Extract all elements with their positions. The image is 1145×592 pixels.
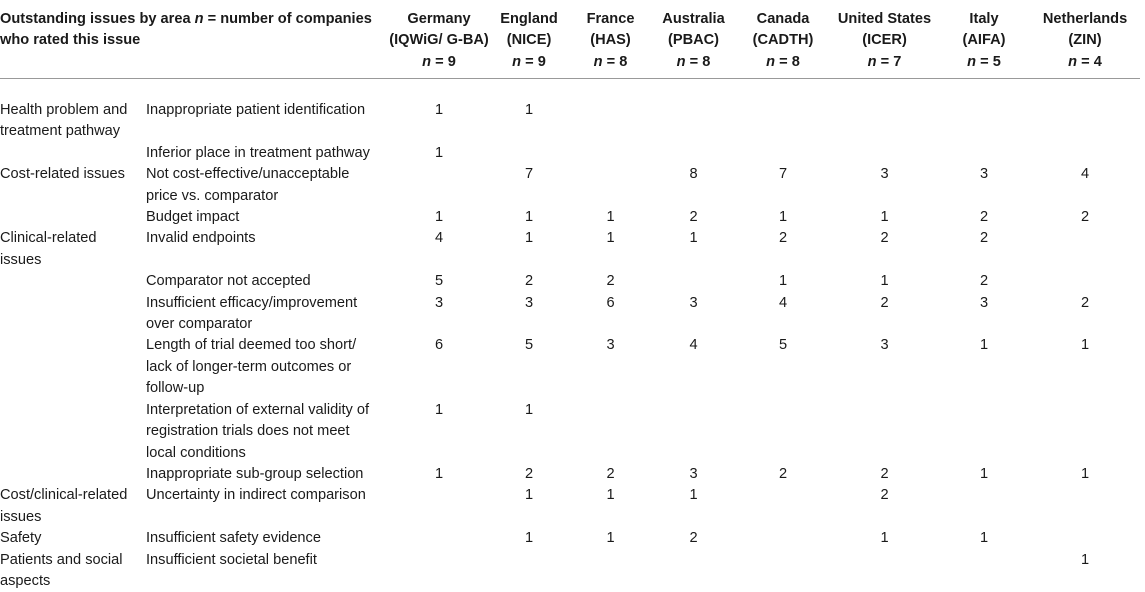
count-cell: 3: [938, 164, 1030, 207]
issue-cell: Insufficient societal benefit: [146, 550, 389, 592]
count-cell: 1: [389, 400, 489, 464]
area-cell: Cost/clinical-related issues: [0, 485, 146, 528]
col-australia: Australia (PBAC) n = 8: [652, 0, 735, 79]
area-cell: Clinical-related issues: [0, 228, 146, 271]
col-germany: Germany (IQWiG/ G-BA) n = 9: [389, 0, 489, 79]
count-cell: 2: [938, 271, 1030, 292]
count-cell: 1: [831, 528, 938, 549]
count-cell: [652, 400, 735, 464]
count-cell: [735, 400, 831, 464]
count-cell: 1: [569, 485, 652, 528]
count-cell: 1: [489, 528, 569, 549]
count-cell: 2: [652, 207, 735, 228]
count-cell: 1: [938, 528, 1030, 549]
table-row: [0, 335, 1140, 399]
table-row: [0, 293, 1140, 336]
count-cell: 4: [735, 293, 831, 336]
count-cell: [1030, 528, 1140, 549]
header-row: [0, 0, 1140, 79]
count-cell: 3: [652, 293, 735, 336]
count-cell: 3: [652, 464, 735, 485]
count-cell: 1: [389, 79, 489, 143]
count-cell: 5: [735, 335, 831, 399]
col-italy: Italy (AIFA) n = 5: [938, 0, 1030, 79]
issue-cell: Length of trial deemed too short/ lack of longer-term outcomes or follow-up: [146, 335, 389, 399]
count-cell: 1: [389, 143, 489, 164]
table-row: [0, 464, 1140, 485]
count-cell: 2: [831, 485, 938, 528]
count-cell: 1: [489, 228, 569, 271]
col-canada: Canada (CADTH) n = 8: [735, 0, 831, 79]
col-netherlands: Netherlands (ZIN) n = 4: [1030, 0, 1140, 79]
count-cell: 1: [652, 485, 735, 528]
count-cell: [569, 164, 652, 207]
count-cell: [735, 550, 831, 592]
count-cell: 3: [489, 293, 569, 336]
table-title: Outstanding issues by area n = number of companies who rated this issue: [0, 0, 389, 79]
count-cell: 2: [489, 271, 569, 292]
count-cell: 2: [831, 293, 938, 336]
count-cell: 5: [389, 271, 489, 292]
table-body: [0, 79, 1140, 592]
count-cell: [652, 143, 735, 164]
issue-cell: Not cost-effective/unacceptable price vs. comparator: [146, 164, 389, 207]
count-cell: 1: [489, 79, 569, 143]
count-cell: [938, 550, 1030, 592]
count-cell: [652, 79, 735, 143]
issue-cell: Uncertainty in indirect comparison: [146, 485, 389, 528]
table-row: [0, 485, 1140, 528]
count-cell: [938, 485, 1030, 528]
count-cell: 7: [735, 164, 831, 207]
count-cell: 3: [569, 335, 652, 399]
count-cell: 2: [831, 464, 938, 485]
area-cell: [0, 400, 146, 464]
count-cell: [938, 400, 1030, 464]
count-cell: [1030, 485, 1140, 528]
count-cell: 1: [569, 228, 652, 271]
table-row: [0, 528, 1140, 549]
count-cell: 3: [831, 335, 938, 399]
count-cell: 1: [1030, 335, 1140, 399]
count-cell: 3: [938, 293, 1030, 336]
count-cell: 2: [938, 228, 1030, 271]
area-cell: [0, 335, 146, 399]
count-cell: 2: [569, 271, 652, 292]
count-cell: [389, 485, 489, 528]
count-cell: [652, 271, 735, 292]
issue-cell: Inferior place in treatment pathway: [146, 143, 389, 164]
count-cell: 2: [489, 464, 569, 485]
count-cell: 1: [1030, 464, 1140, 485]
count-cell: [831, 79, 938, 143]
issue-cell: Insufficient safety evidence: [146, 528, 389, 549]
count-cell: 2: [735, 228, 831, 271]
count-cell: 2: [1030, 293, 1140, 336]
col-united-states: United States (ICER) n = 7: [831, 0, 938, 79]
count-cell: [569, 400, 652, 464]
count-cell: [569, 143, 652, 164]
table-row: [0, 143, 1140, 164]
count-cell: 1: [389, 207, 489, 228]
count-cell: 1: [489, 400, 569, 464]
area-cell: [0, 464, 146, 485]
count-cell: [389, 550, 489, 592]
count-cell: 8: [652, 164, 735, 207]
count-cell: [831, 143, 938, 164]
area-cell: [0, 293, 146, 336]
count-cell: 1: [389, 464, 489, 485]
count-cell: 1: [489, 485, 569, 528]
count-cell: 1: [938, 335, 1030, 399]
count-cell: [569, 79, 652, 143]
count-cell: 1: [831, 271, 938, 292]
table-row: [0, 271, 1140, 292]
count-cell: 5: [489, 335, 569, 399]
count-cell: [389, 528, 489, 549]
count-cell: [831, 400, 938, 464]
count-cell: [938, 143, 1030, 164]
col-england: England (NICE) n = 9: [489, 0, 569, 79]
count-cell: 1: [569, 528, 652, 549]
count-cell: [1030, 400, 1140, 464]
count-cell: 4: [389, 228, 489, 271]
area-cell: Safety: [0, 528, 146, 549]
count-cell: [1030, 228, 1140, 271]
count-cell: [735, 143, 831, 164]
count-cell: 2: [831, 228, 938, 271]
count-cell: 4: [1030, 164, 1140, 207]
count-cell: [831, 550, 938, 592]
area-cell: [0, 143, 146, 164]
count-cell: 2: [1030, 207, 1140, 228]
count-cell: 3: [831, 164, 938, 207]
count-cell: [489, 143, 569, 164]
count-cell: 2: [652, 528, 735, 549]
table-row: [0, 400, 1140, 464]
count-cell: [735, 485, 831, 528]
count-cell: [1030, 143, 1140, 164]
issue-cell: Invalid endpoints: [146, 228, 389, 271]
count-cell: 1: [652, 228, 735, 271]
count-cell: 4: [652, 335, 735, 399]
count-cell: 1: [569, 207, 652, 228]
count-cell: 6: [389, 335, 489, 399]
issue-cell: Interpretation of external validity of registration trials does not meet local conditions: [146, 400, 389, 464]
count-cell: 2: [569, 464, 652, 485]
count-cell: 1: [735, 207, 831, 228]
count-cell: 1: [735, 271, 831, 292]
count-cell: 1: [489, 207, 569, 228]
count-cell: 7: [489, 164, 569, 207]
area-cell: [0, 207, 146, 228]
count-cell: [389, 164, 489, 207]
count-cell: 1: [831, 207, 938, 228]
count-cell: [1030, 79, 1140, 143]
count-cell: 1: [1030, 550, 1140, 592]
count-cell: 1: [938, 464, 1030, 485]
table-row: [0, 228, 1140, 271]
count-cell: [735, 79, 831, 143]
count-cell: [569, 550, 652, 592]
table-row: [0, 207, 1140, 228]
area-cell: [0, 271, 146, 292]
count-cell: [1030, 271, 1140, 292]
issue-cell: Comparator not accepted: [146, 271, 389, 292]
count-cell: 6: [569, 293, 652, 336]
area-cell: Cost-related issues: [0, 164, 146, 207]
issue-cell: Insufficient efficacy/improvement over comparator: [146, 293, 389, 336]
count-cell: [652, 550, 735, 592]
issue-cell: Inappropriate sub-group selection: [146, 464, 389, 485]
table-row: [0, 164, 1140, 207]
col-france: France (HAS) n = 8: [569, 0, 652, 79]
count-cell: [938, 79, 1030, 143]
count-cell: [735, 528, 831, 549]
count-cell: 3: [389, 293, 489, 336]
count-cell: 2: [938, 207, 1030, 228]
issue-cell: Inappropriate patient identification: [146, 79, 389, 143]
count-cell: [489, 550, 569, 592]
issue-cell: Budget impact: [146, 207, 389, 228]
table-row: [0, 79, 1140, 143]
area-cell: Patients and social aspects: [0, 550, 146, 592]
area-cell: Health problem and treatment pathway: [0, 79, 146, 143]
count-cell: 2: [735, 464, 831, 485]
table-row: [0, 550, 1140, 592]
